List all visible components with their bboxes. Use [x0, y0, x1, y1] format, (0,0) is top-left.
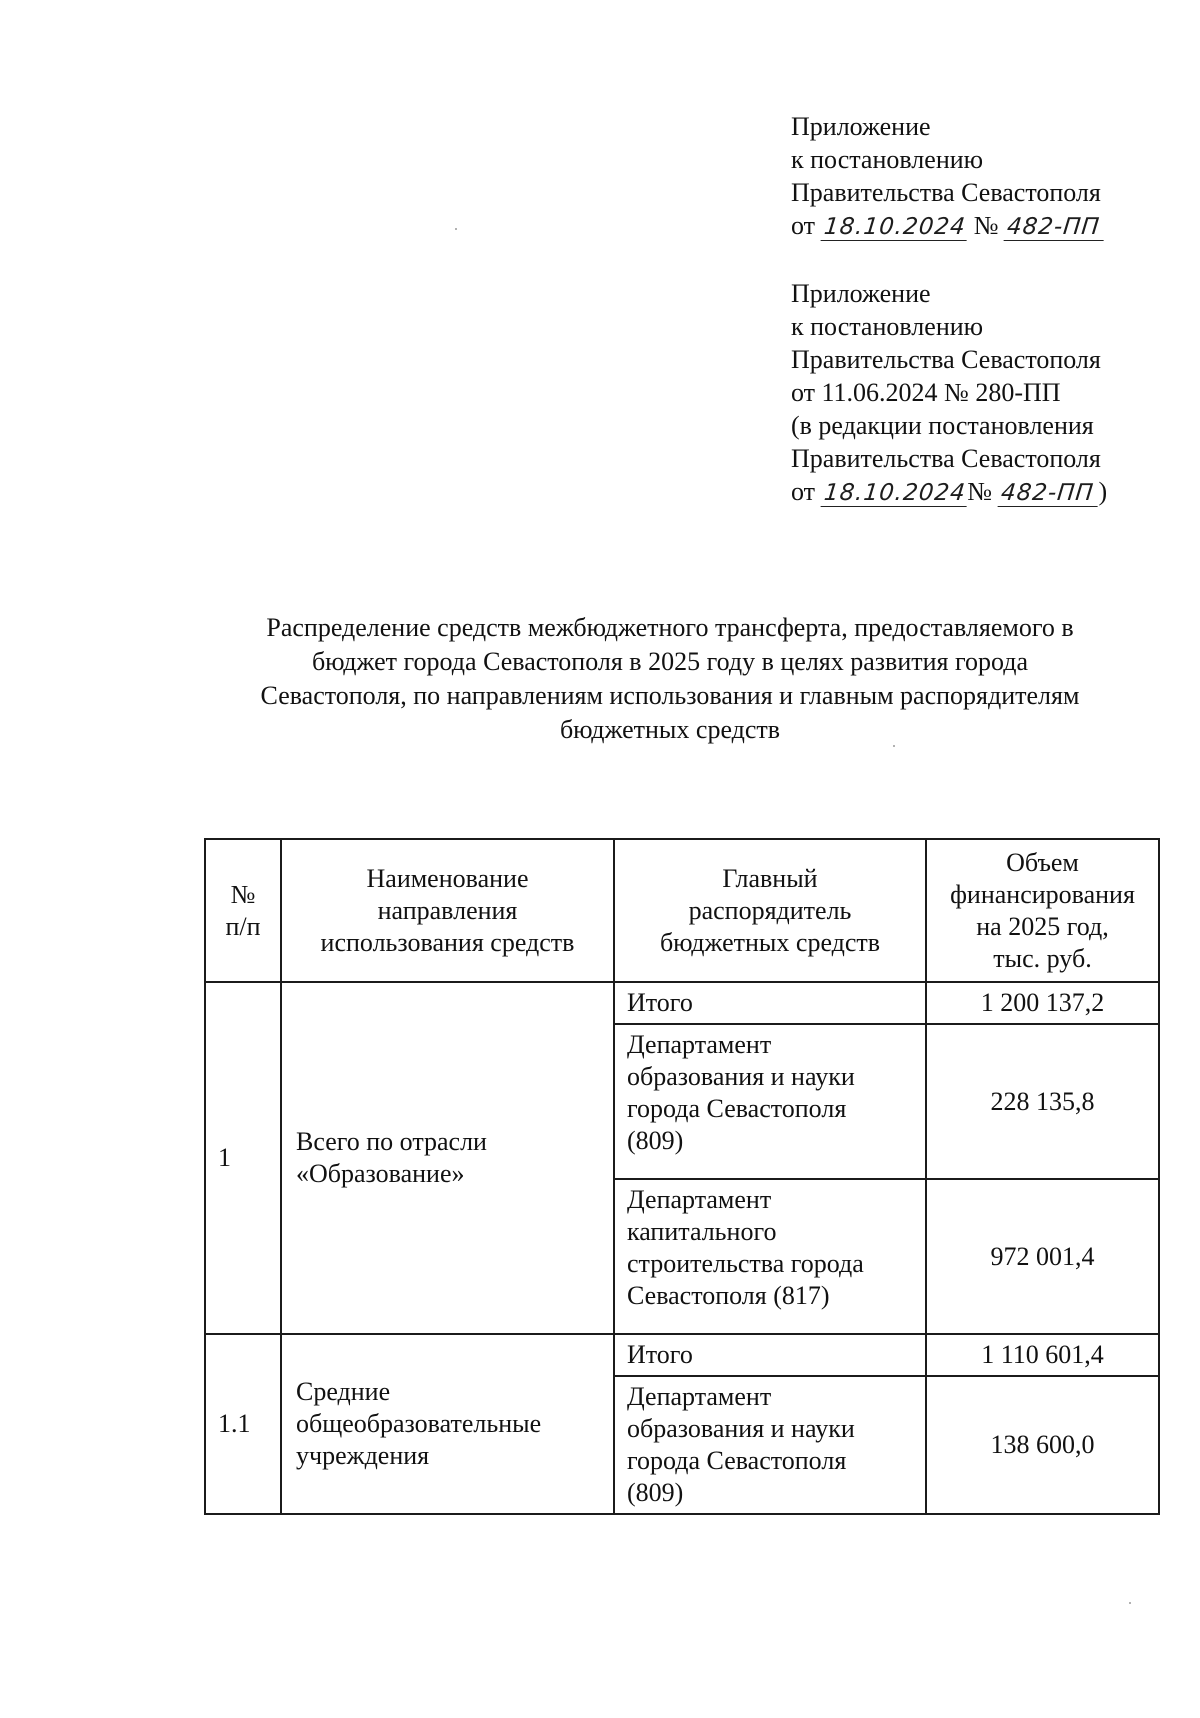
appendix-government-2: Правительства Севастополя [791, 444, 1101, 473]
appendix-label: Приложение [791, 112, 931, 141]
department-cell: Итого [614, 1334, 926, 1376]
scan-speck [893, 745, 895, 747]
volume-cell: 972 001,4 [926, 1179, 1159, 1334]
department-cell: Департамент образования и науки города Севастополя (809) [614, 1024, 926, 1179]
volume-cell: 138 600,0 [926, 1376, 1159, 1514]
department-cell: Департамент образования и науки города Севастополя (809) [614, 1376, 926, 1514]
distribution-table [204, 838, 1160, 1515]
scan-speck [1129, 1602, 1131, 1604]
appendix-government: Правительства Севастополя [791, 178, 1101, 207]
appendix-header-current [791, 110, 1171, 242]
appendix-to-resolution: к постановлению [791, 312, 984, 341]
appendix-government: Правительства Севастополя [791, 345, 1101, 374]
header-dept: Главный распорядитель бюджетных средств [614, 839, 926, 982]
title-line: Севастополя, по направлениям использования и главным распорядителям [260, 681, 1080, 710]
handwritten-date: 18.10.2024 [820, 480, 969, 507]
appendix-date-line [791, 209, 1171, 242]
date-prefix: от [791, 477, 816, 506]
appendix-date-line [791, 475, 1171, 508]
direction-name: Всего по отрасли «Образование» [281, 982, 614, 1334]
appendix-to-resolution: к постановлению [791, 145, 984, 174]
header-volume: Объем финансирования на 2025 год, тыс. руб. [926, 839, 1159, 982]
closing-paren: ) [1098, 477, 1108, 506]
number-sign: № [967, 477, 993, 506]
row-number: 1 [205, 982, 281, 1334]
table-row [205, 982, 1159, 1024]
handwritten-number: 482-ПП [1004, 214, 1107, 241]
appendix-original-date: от 11.06.2024 № 280-ПП [791, 378, 1061, 407]
row-number: 1.1 [205, 1334, 281, 1514]
appendix-label: Приложение [791, 279, 931, 308]
handwritten-date: 18.10.2024 [820, 214, 969, 241]
date-prefix: от [791, 211, 816, 240]
table-header-row [205, 839, 1159, 982]
appendix-header-previous [791, 277, 1171, 508]
volume-cell: 228 135,8 [926, 1024, 1159, 1179]
direction-name: Средние общеобразовательные учреждения [281, 1334, 614, 1514]
header-num: № п/п [205, 839, 281, 982]
volume-cell: 1 200 137,2 [926, 982, 1159, 1024]
title-line: Распределение средств межбюджетного трансферта, предоставляемого в [266, 613, 1074, 642]
number-sign: № [973, 211, 999, 240]
header-name: Наименование направления использования средств [281, 839, 614, 982]
table-row [205, 1334, 1159, 1376]
handwritten-number: 482-ПП [997, 480, 1100, 507]
scan-speck [455, 228, 457, 230]
department-cell: Итого [614, 982, 926, 1024]
department-cell: Департамент капитального строительства города Севастополя (817) [614, 1179, 926, 1334]
title-line: бюджет города Севастополя в 2025 году в целях развития города [311, 647, 1029, 676]
document-title [200, 611, 1140, 747]
volume-cell: 1 110 601,4 [926, 1334, 1159, 1376]
appendix-amended-note: (в редакции постановления [791, 411, 1094, 440]
title-line: бюджетных средств [559, 715, 781, 744]
